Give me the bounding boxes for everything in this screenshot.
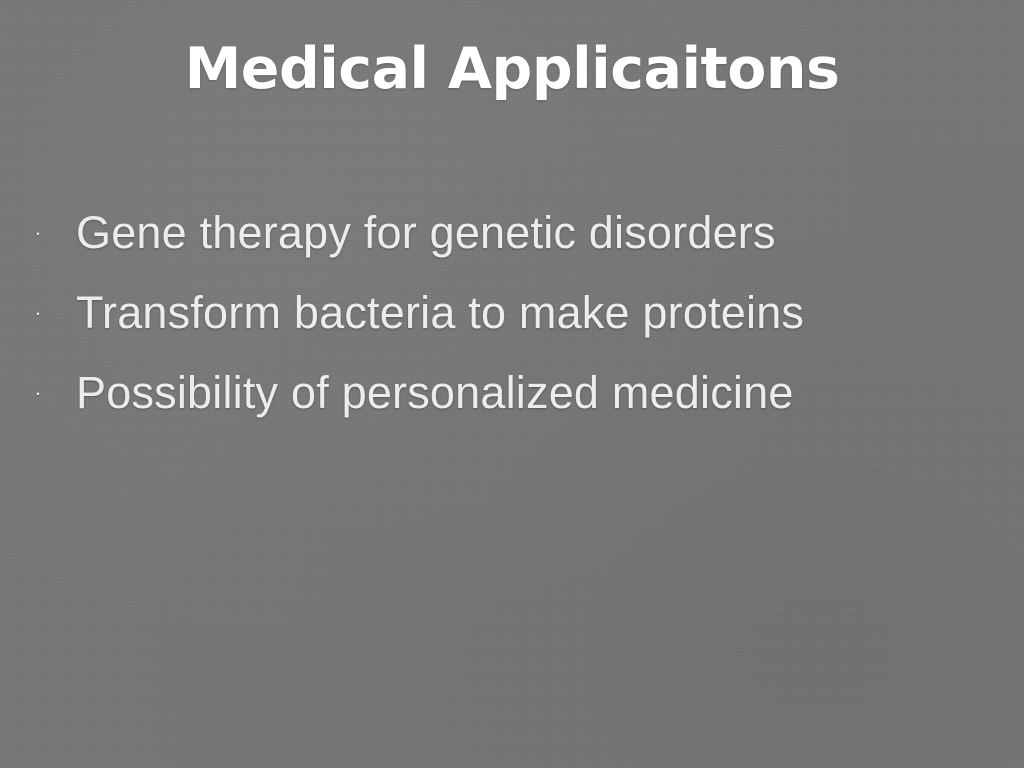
- list-item: [0, 276, 1024, 356]
- bullet-point-icon: ·: [34, 300, 42, 325]
- list-item-label: Possibility of personalized medicine: [76, 367, 794, 418]
- list-item: [0, 356, 1024, 436]
- bullet-point-icon: ·: [34, 220, 42, 245]
- bullet-point-icon: ·: [34, 380, 42, 405]
- bullet-list: [0, 196, 1024, 436]
- page-title: Medical Applicaitons: [184, 36, 840, 102]
- list-item: [0, 196, 1024, 276]
- list-item-label: Transform bacteria to make proteins: [76, 287, 805, 338]
- list-item-label: Gene therapy for genetic disorders: [76, 207, 776, 258]
